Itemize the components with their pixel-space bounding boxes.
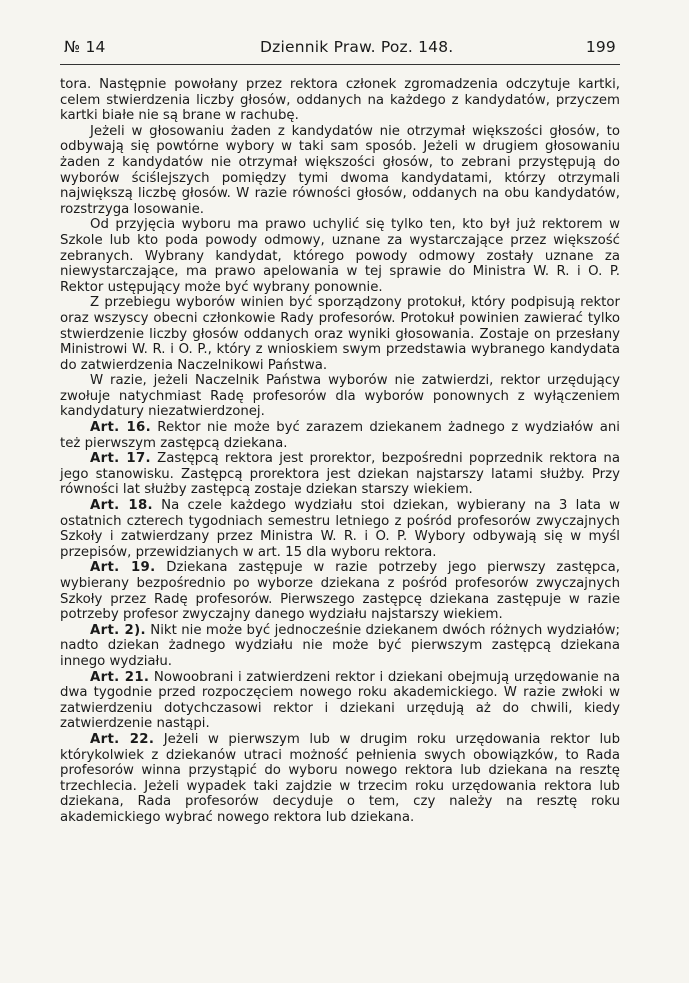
page-header (60, 34, 620, 60)
article-text: Zastępcą rektora jest prorektor, bezpośredni poprzednik rektora na jego stanowisku. Zastępcą prorektora jest dziekan najstarszy latami służby. Przy równości lat służby zastępcą zostaje dziekan starszy wiekiem. (60, 451, 620, 498)
document-body (60, 77, 620, 826)
article-19 (60, 560, 620, 622)
article-text: Nikt nie może być jednocześnie dziekanem dwóch różnych wydziałów; nadto dziekan żadnego wydziału nie może być pierwszym zastępcą dziekana innego wydziału. (60, 622, 620, 669)
article-label: Art. 16. (90, 420, 151, 436)
article-20 (60, 623, 620, 670)
article-text: Nowoobrani i zatwierdzeni rektor i dziekani obejmują urzędowanie na dwa tygodnie przed rozpoczęciem nowego roku akademickiego. W razie zwłoki w zatwierdzeniu dotychczasowi rektor i dziekani urzędują aż do chwili, kiedy zatwierdzenie nastąpi. (60, 669, 621, 732)
paragraph: Jeżeli w głosowaniu żaden z kandydatów nie otrzymał większości głosów, to odbywają się powtórne wybory w taki sam sposób. Jeżeli w drugiem głosowaniu żaden z kandydatów nie otrzymał większości głosów, to zebrani przystępują do wyborów ściślejszych pomiędzy tymi dwoma kandydatami, którzy otrzymali największą liczbę głosów. W razie równości głosów, oddanych na obu kandydatów, rozstrzyga losowanie. (60, 123, 620, 217)
article-text: Rektor nie może być zarazem dziekanem żadnego z wydziałów ani też pierwszym zastępcą dziekana. (60, 420, 620, 451)
article-18 (60, 498, 620, 560)
paragraph: Z przebiegu wyborów winien być sporządzony protokuł, który podpisują rektor oraz wszyscy obecni członkowie Rady profesorów. Protokuł powinien zawierać tylko stwierdzenie liczby głosów oddanych oraz wyniki głosowania. Zostaje on przesłany Ministrowi W. R. i O. P., który z wnioskiem swym przedstawia wybranego kandydata do zatwierdzenia Naczelnikowi Państwa. (60, 295, 620, 373)
article-label: Art. 18. (90, 498, 153, 514)
article-text: Dziekana zastępuje w razie potrzeby jego pierwszy zastępca, wybierany bezpośrednio po wyborze dziekana z pośród profesorów zwyczajnych Szkoły przez Radę profesorów. Pierwszego zastępcę dziekana zastępuje w razie potrzeby profesor zwyczajny danego wydziału najstarszy wiekiem. (60, 560, 621, 623)
page-number: 199 (585, 38, 616, 56)
paragraph: tora. Następnie powołany przez rektora członek zgromadzenia odczytuje kartki, celem stwierdzenia liczby głosów, oddanych na każdego z kandydatów, przyczem kartki białe nie są brane w rachubę. (60, 77, 620, 124)
journal-title: Dziennik Praw. Poz. 148. (260, 38, 454, 56)
paragraph: Od przyjęcia wyboru ma prawo uchylić się tylko ten, kto był już rektorem w Szkole lub kto poda powody odmowy, uznane za wystarczające przez większość zebranych. Wybrany kandydat, którego powody odmowy zostały uznane za niewystarczające, ma prawo apelowania w tej sprawie do Ministra W. R. i O. P. Rektor ustępujący może być wybrany ponownie. (60, 217, 620, 295)
article-label: Art. 17. (90, 451, 151, 467)
article-17 (60, 451, 620, 498)
article-22 (60, 732, 620, 826)
header-rule (60, 64, 620, 65)
article-label: Art. 19. (90, 560, 156, 576)
document-page (60, 34, 620, 826)
paragraph: W razie, jeżeli Naczelnik Państwa wyborów nie zatwierdzi, rektor urzędujący zwołuje natychmiast Radę profesorów dla wyborów ponownych z wyłączeniem kandydatury niezatwierdzonej. (60, 373, 620, 420)
article-21 (60, 670, 620, 732)
article-16 (60, 420, 620, 451)
article-text: Jeżeli w pierwszym lub w drugim roku urzędowania rektor lub którykolwiek z dziekanów utraci możność pełnienia swych obowiązków, to Rada profesorów winna przystąpić do wyboru nowego rektora lub dziekana na resztę trzechlecia. Jeżeli wypadek taki zajdzie w trzecim roku urzędowania rektora lub dziekana, Rada profesorów decyduje o tem, czy należy na resztę roku akademickiego wybrać nowego rektora lub dziekana. (60, 731, 621, 825)
article-label: Art. 2). (90, 622, 146, 638)
issue-number: № 14 (64, 38, 106, 56)
article-text: Na czele każdego wydziału stoi dziekan, wybierany na 3 lata w ostatnich czterech tygodniach semestru letniego z pośród profesorów zwyczajnych Szkoły i zatwierdzany przez Ministra W. R. i O. P. Wybory odbywają się w myśl przepisów, przewidzianych w art. 15 dla wyboru rektora. (60, 498, 620, 560)
article-label: Art. 22. (90, 731, 155, 747)
article-label: Art. 21. (90, 669, 150, 685)
